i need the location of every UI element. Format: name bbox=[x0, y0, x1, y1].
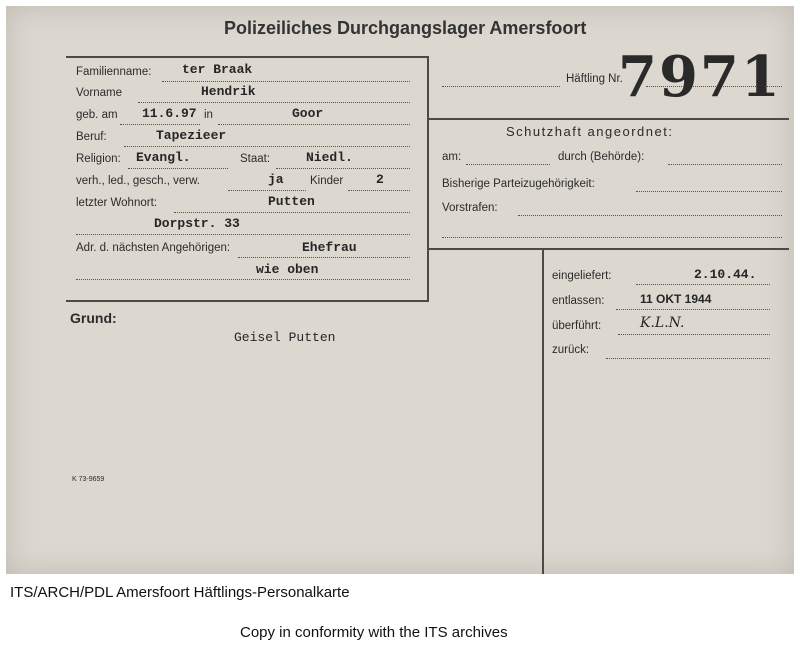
surname-line bbox=[162, 81, 410, 82]
custody-authority-label: durch (Behörde): bbox=[558, 151, 645, 163]
relative-address-line bbox=[76, 279, 410, 280]
custody-date-line bbox=[466, 164, 550, 165]
profession-line bbox=[124, 146, 410, 147]
released-value: 11 OKT 1944 bbox=[640, 292, 712, 306]
state-line bbox=[276, 168, 410, 169]
custody-date-label: am: bbox=[442, 151, 462, 163]
prisoner-number-line-left bbox=[442, 86, 560, 87]
profession-label: Beruf: bbox=[76, 131, 107, 143]
born-label: geb. am bbox=[76, 109, 118, 121]
residence-line bbox=[174, 212, 410, 213]
children-label: Kinder bbox=[310, 175, 344, 187]
party-label: Bisherige Parteizugehörigkeit: bbox=[442, 178, 595, 190]
surname-label: Familienname: bbox=[76, 66, 152, 78]
prisoner-number: 7971 bbox=[618, 44, 782, 110]
prisoner-card bbox=[6, 6, 794, 574]
religion-label: Religion: bbox=[76, 153, 121, 165]
surname-value: ter Braak bbox=[182, 62, 253, 77]
left-box-top-border bbox=[66, 56, 428, 58]
form-code: K 73-9659 bbox=[72, 476, 105, 483]
movement-box-left-border bbox=[542, 250, 544, 574]
relative-address-value: wie oben bbox=[256, 262, 319, 277]
children-line bbox=[348, 190, 410, 191]
born-date-line bbox=[120, 124, 200, 125]
returned-line bbox=[606, 358, 770, 359]
marital-value: ja bbox=[268, 172, 284, 187]
firstname-label: Vorname bbox=[76, 87, 123, 99]
born-place-line bbox=[218, 124, 410, 125]
profession-value: Tapezieer bbox=[156, 128, 227, 143]
camp-title: Polizeiliches Durchgangslager Amersfoort bbox=[224, 18, 587, 38]
admitted-line bbox=[636, 284, 770, 285]
residence-label: letzter Wohnort: bbox=[76, 197, 157, 209]
admitted-label: eingeliefert: bbox=[552, 270, 612, 282]
street-line bbox=[76, 234, 410, 235]
marital-label: verh., led., gesch., verw. bbox=[76, 175, 201, 187]
transferred-label: überführt: bbox=[552, 320, 602, 332]
released-label: entlassen: bbox=[552, 295, 605, 307]
record-line-2 bbox=[442, 237, 782, 238]
transferred-value: K.L.N. bbox=[640, 315, 685, 331]
relative-line bbox=[238, 257, 410, 258]
state-value: Niedl. bbox=[306, 150, 353, 165]
left-box-right-border bbox=[427, 56, 429, 302]
left-box-bottom-border bbox=[66, 300, 428, 302]
record-label: Vorstrafen: bbox=[442, 202, 498, 214]
children-value: 2 bbox=[376, 172, 384, 187]
admitted-value: 2.10.44. bbox=[694, 267, 757, 282]
party-line bbox=[636, 191, 782, 192]
relative-value: Ehefrau bbox=[302, 240, 357, 255]
record-line bbox=[518, 215, 782, 216]
conformity-caption: Copy in conformity with the ITS archives bbox=[240, 624, 508, 641]
religion-line bbox=[128, 168, 228, 169]
state-label: Staat: bbox=[240, 153, 271, 165]
relative-label: Adr. d. nächsten Angehörigen: bbox=[76, 242, 231, 254]
reason-label: Grund: bbox=[70, 310, 117, 326]
released-line bbox=[616, 309, 770, 310]
firstname-value: Hendrik bbox=[201, 84, 256, 99]
custody-authority-line bbox=[668, 164, 782, 165]
transferred-line bbox=[618, 334, 770, 335]
right-middle-rule bbox=[429, 248, 789, 250]
custody-heading: Schutzhaft angeordnet: bbox=[506, 124, 674, 139]
right-top-rule bbox=[429, 118, 789, 120]
reason-value: Geisel Putten bbox=[234, 330, 336, 345]
religion-value: Evangl. bbox=[136, 150, 191, 165]
source-caption: ITS/ARCH/PDL Amersfoort Häftlings-Personalkarte bbox=[10, 584, 350, 601]
street-value: Dorpstr. 33 bbox=[154, 216, 240, 231]
returned-label: zurück: bbox=[552, 344, 590, 356]
marital-line bbox=[228, 190, 306, 191]
born-date-value: 11.6.97 bbox=[142, 106, 197, 121]
born-place-value: Goor bbox=[292, 106, 324, 121]
prisoner-number-label: Häftling Nr. bbox=[566, 73, 623, 85]
born-in-label: in bbox=[204, 109, 213, 121]
residence-value: Putten bbox=[268, 194, 315, 209]
firstname-line bbox=[138, 102, 410, 103]
